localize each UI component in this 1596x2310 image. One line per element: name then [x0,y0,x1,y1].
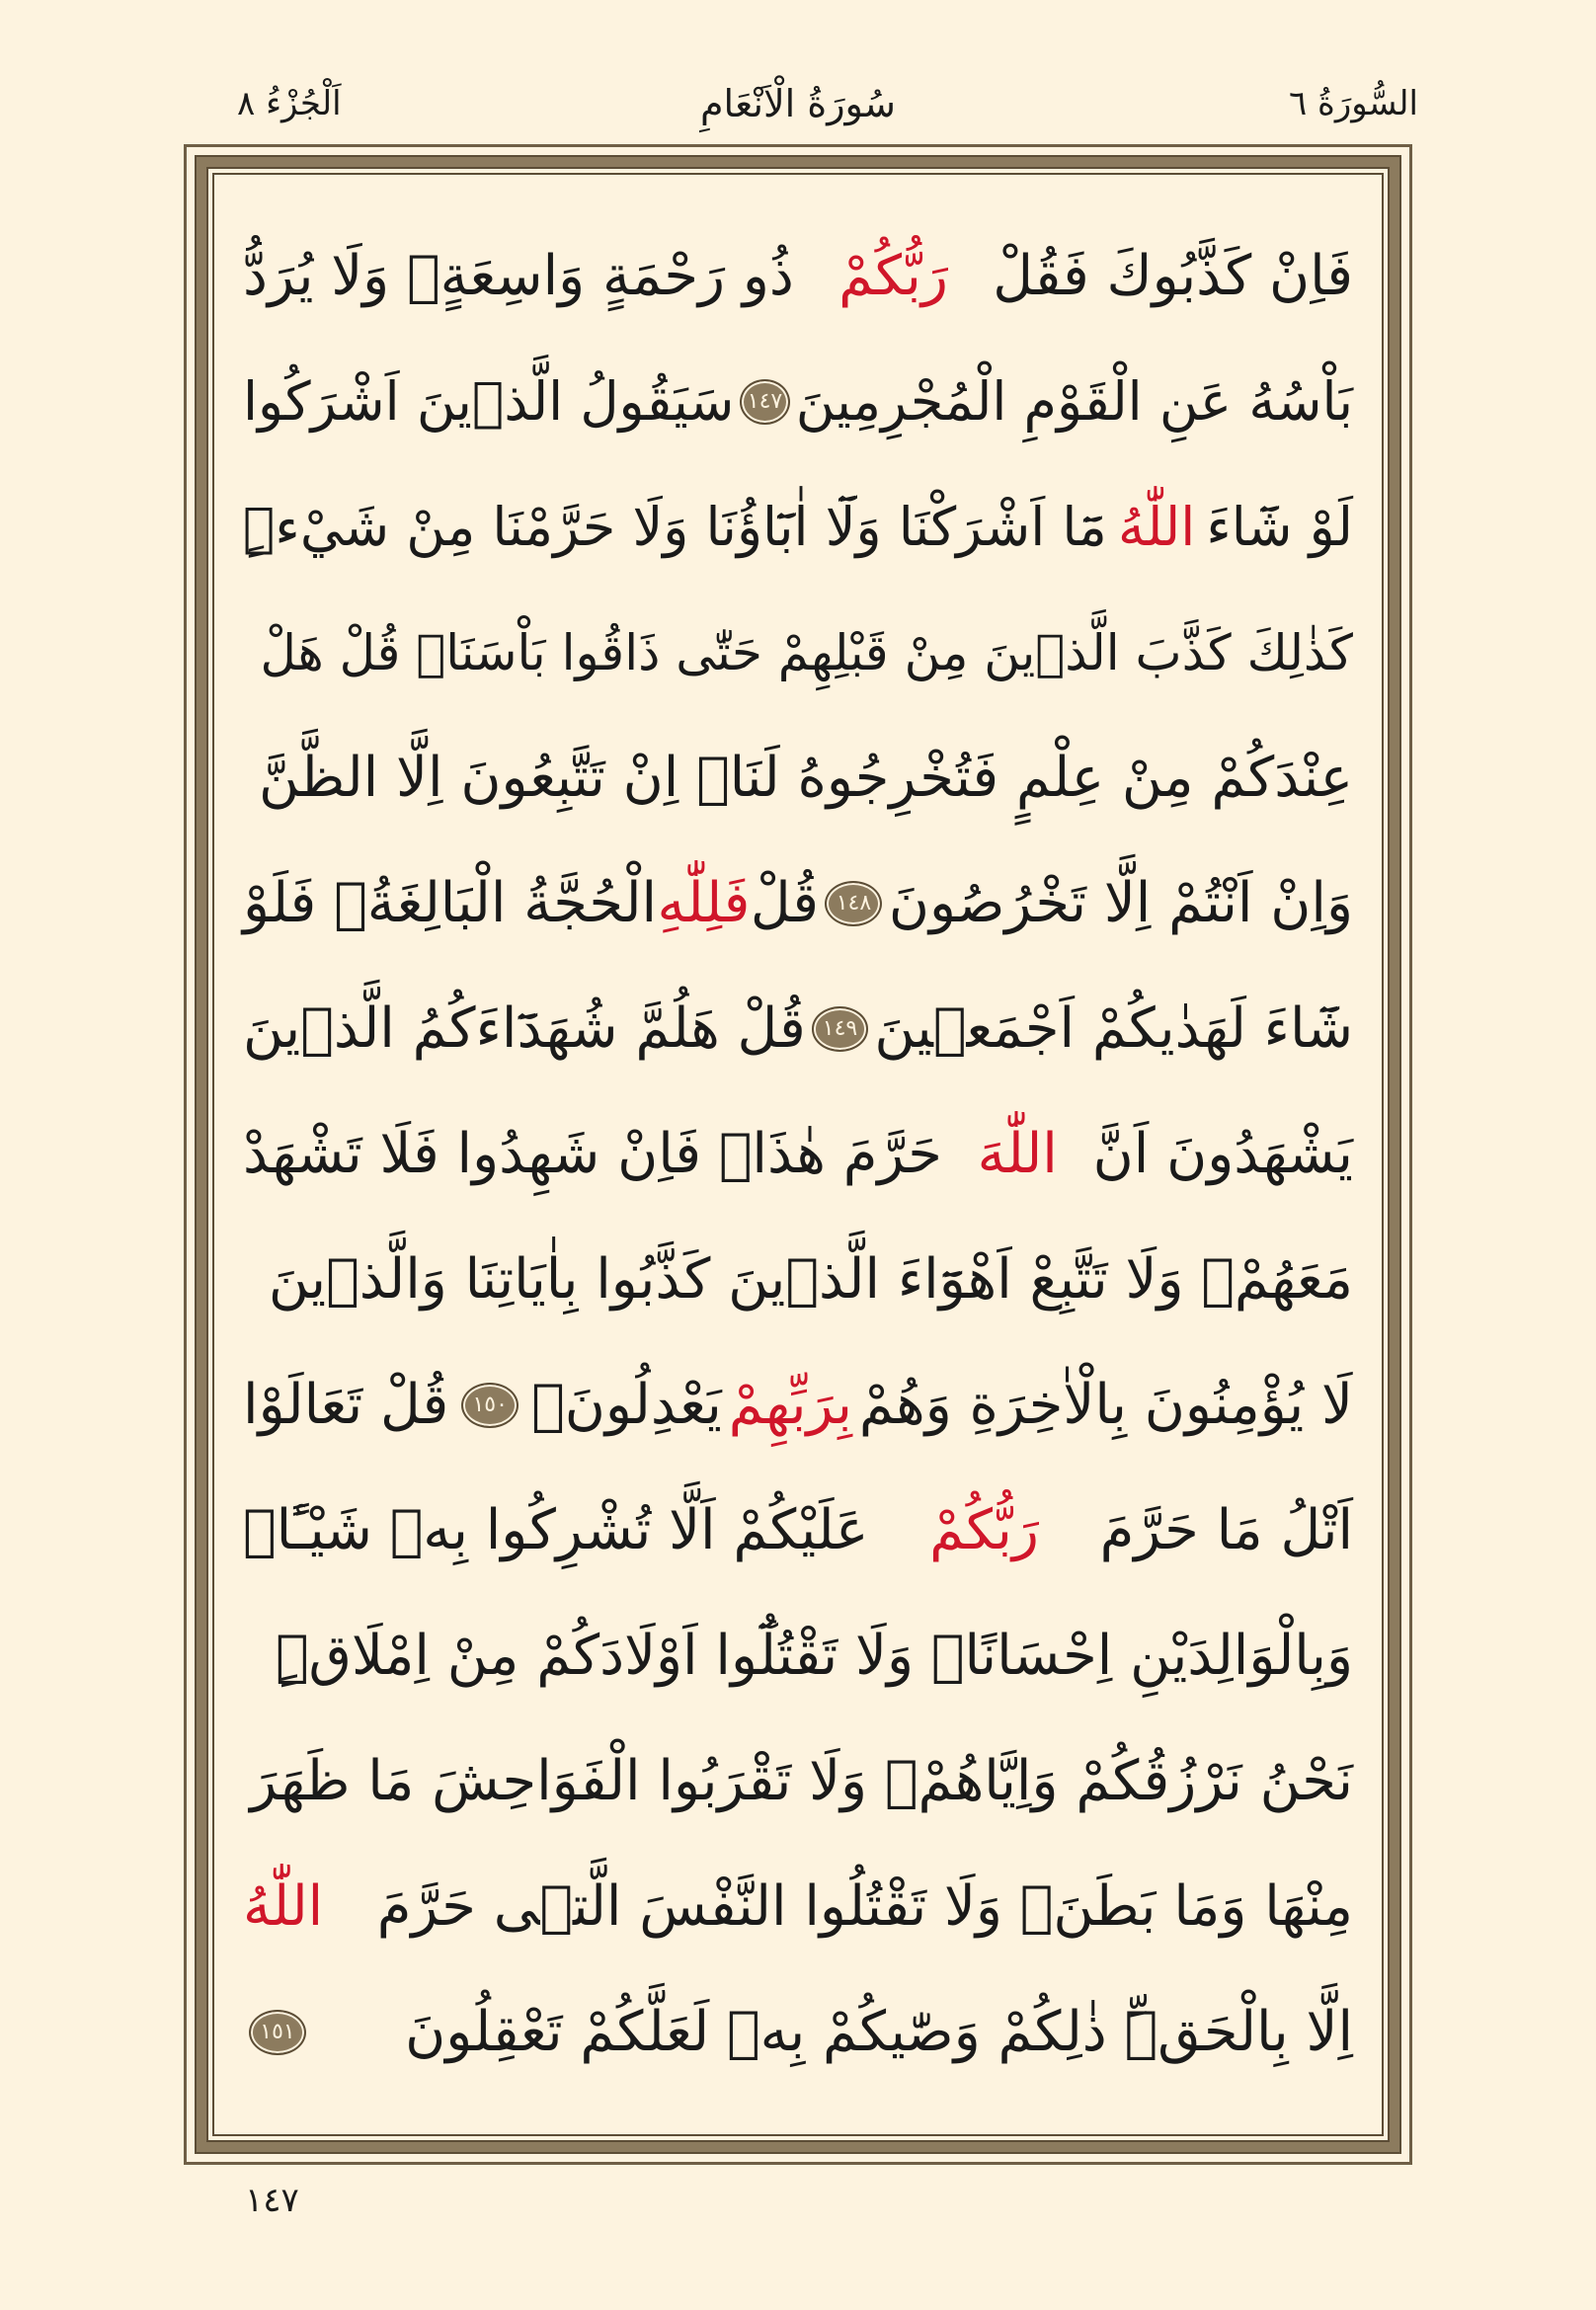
verse-text: حَرَّمَ هٰذَاۚ فَاِنْ شَهِدُوا فَلَا تَشْهَدْ [243,1122,942,1186]
page-header [178,69,1418,138]
verse-text: الْحُجَّةُ الْبَالِغَةُۚ فَلَوْ [243,871,658,935]
divine-name-text: بِرَبِّهِمْ [728,1373,852,1437]
divine-name-text: اللّٰهُ [243,1874,324,1939]
ayah-number-marker: ١٤٩ [812,1006,869,1052]
verse-text: شَٓاءَ لَهَدٰيكُمْ اَجْمَعٖينَ [874,996,1353,1061]
verse-text: مَٓا اَشْرَكْنَا وَلَٓا اٰبَٓاؤُنَا وَلَا حَرَّمْنَا مِنْ شَيْءٍۜ [243,496,1107,558]
verse-text: كَذٰلِكَ كَذَّبَ الَّذٖينَ مِنْ قَبْلِهِمْ حَتّٰى ذَاقُوا بَاْسَنَاۜ قُلْ هَلْ [260,623,1353,681]
ayah-number-marker: ١٤٨ [825,881,882,926]
divine-name-text: اللّٰهُ [1117,496,1196,558]
text-line [243,1091,1353,1217]
divine-name-text: فَلِلّٰهِ [657,871,751,935]
verse-text: مَعَهُمْۚ وَلَا تَتَّبِعْ اَهْوَٓاءَ الَّذٖينَ كَذَّبُوا بِاٰيَاتِنَا وَالَّذٖينَ [268,1247,1353,1312]
ayah-number-marker: ١٥١ [249,2010,306,2055]
text-line [243,1969,1353,2095]
verse-text: عَلَيْكُمْ اَلَّا تُشْرِكُوا بِهٖ شَيْـًٔاۜ [243,1498,869,1562]
text-line [243,1468,1353,1593]
divine-name-text: رَبُّكُمْ [838,244,948,308]
surah-name: سُورَةُ الْاَنْعَامِ [699,82,897,125]
text-line [243,966,1353,1091]
text-line [243,1844,1353,1969]
text-line [243,1342,1353,1468]
text-line [243,464,1353,590]
verse-text: يَشْهَدُونَ اَنَّ [1092,1122,1353,1186]
text-line [243,339,1353,464]
verse-text: وَاِنْ اَنْتُمْ اِلَّا تَخْرُصُونَ [888,871,1353,935]
verse-text: بَاْسُهُ عَنِ الْقَوْمِ الْمُجْرِمِينَ [795,370,1353,433]
quran-text-area [243,213,1353,2096]
text-line [243,590,1353,715]
text-line [243,213,1353,339]
verse-text: قُلْ هَلُمَّ شُهَدَٓاءَكُمُ الَّذٖينَ [243,996,806,1061]
divine-name-text: رَبُّكُمْ [929,1498,1039,1562]
ayah-number-marker: ١٥٠ [461,1383,519,1428]
verse-text: لَوْ شَٓاءَ [1206,496,1353,558]
verse-text: عِنْدَكُمْ مِنْ عِلْمٍ فَتُخْرِجُوهُ لَنَاۜ اِنْ تَتَّبِعُونَ اِلَّا الظَّنَّ [259,746,1353,810]
surah-number: السُّورَةُ ٦ [1288,84,1418,123]
verse-text: قُلْ [750,871,819,935]
text-line [243,1593,1353,1718]
verse-text: وَبِالْوَالِدَيْنِ اِحْسَانًاۚ وَلَا تَقْتُلُٓوا اَوْلَادَكُمْ مِنْ اِمْلَاقٍۜ [275,1624,1353,1688]
verse-text: مِنْهَا وَمَا بَطَنَۚ وَلَا تَقْتُلُوا النَّفْسَ الَّتٖى حَرَّمَ [376,1874,1353,1939]
text-line [243,840,1353,966]
verse-text: نَحْنُ نَرْزُقُكُمْ وَاِيَّاهُمْۚ وَلَا تَقْرَبُوا الْفَوَاحِشَ مَا ظَهَرَ [250,1749,1353,1813]
verse-text: قُلْ تَعَالَوْا [243,1373,449,1437]
divine-name-text: اللّٰهَ [977,1122,1058,1186]
verse-text: اِلَّا بِالْحَقِّۜ ذٰلِكُمْ وَصّٰيكُمْ بِهٖ لَعَلَّكُمْ تَعْقِلُونَ [405,2000,1353,2064]
juz-number: اَلْجُزْءُ ٨ [237,84,342,123]
page-number: ١٤٧ [245,2181,299,2220]
verse-text: لَا يُؤْمِنُونَ بِالْاٰخِرَةِ وَهُمْ [858,1373,1353,1437]
text-line [243,1217,1353,1342]
verse-text: سَيَقُولُ الَّذٖينَ اَشْرَكُوا [243,370,735,433]
verse-text: ذُو رَحْمَةٍ وَاسِعَةٍۚ وَلَا يُرَدُّ [243,244,794,308]
text-line [243,715,1353,840]
verse-text: يَعْدِلُونَ۟ [531,1373,722,1437]
verse-text: اَتْلُ مَا حَرَّمَ [1099,1498,1353,1562]
text-line [243,1718,1353,1844]
verse-text: فَاِنْ كَذَّبُوكَ فَقُلْ [993,244,1353,308]
ayah-number-marker: ١٤٧ [740,379,789,425]
